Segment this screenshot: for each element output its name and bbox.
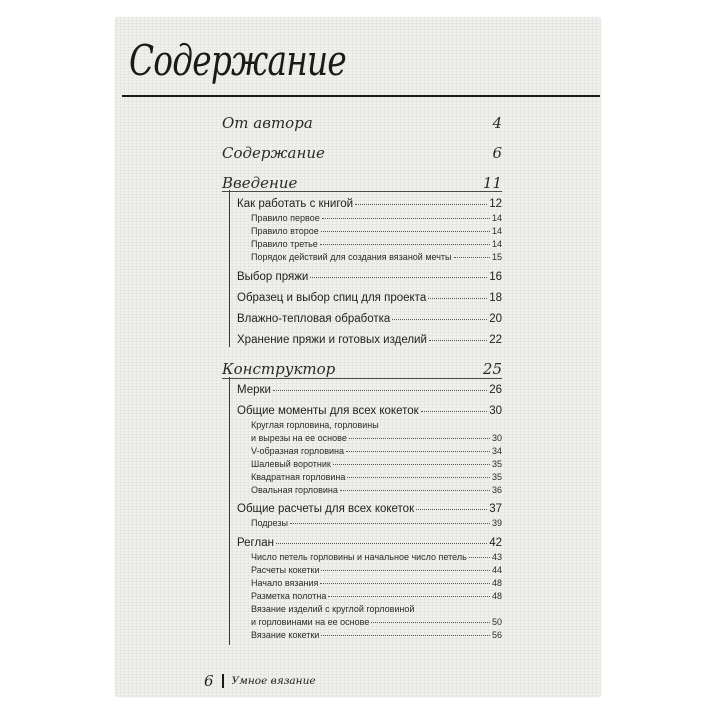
toc-entry-label: Хранение пряжи и готовых изделий: [237, 334, 427, 346]
toc-leader: [355, 204, 487, 205]
title-rule: [122, 95, 600, 97]
toc-entry-label: Влажно-тепловая обработка: [237, 313, 391, 325]
toc-entry-3[interactable]: [251, 459, 502, 469]
toc-entry-3[interactable]: [251, 518, 502, 528]
toc-leader: [290, 523, 490, 524]
toc-entry-2[interactable]: [237, 405, 502, 417]
toc-entry-label: Как работать с книгой: [237, 198, 354, 210]
toc-entry-label: Правило третье: [251, 239, 318, 249]
toc-leader: [421, 411, 488, 412]
toc-entry-page: 30: [489, 405, 502, 417]
toc-entry-label: Вязание изделий с круглой горловиной: [251, 604, 415, 614]
toc-entry-label: Общие расчеты для всех кокеток: [237, 503, 415, 515]
toc-leader: [320, 583, 490, 584]
toc-leader: [428, 298, 487, 299]
toc-entry-3[interactable]: [251, 420, 502, 430]
toc-entry-page: 14: [491, 239, 502, 249]
toc-entry-label: Подрезы: [251, 518, 288, 528]
toc-entry-3[interactable]: [251, 552, 502, 562]
toc-entry-page: 16: [489, 271, 502, 283]
toc-leader: [392, 319, 487, 320]
toc-entry-label: Мерки: [237, 384, 271, 396]
toc-entry-page: 44: [491, 565, 502, 575]
toc-leader: [340, 490, 490, 491]
toc-entry-label: Общие моменты для всех кокеток: [237, 405, 419, 417]
toc-entry-label: Расчеты кокетки: [251, 565, 320, 575]
toc-entry-label: Круглая горловина, горловины: [251, 420, 379, 430]
toc-leader: [347, 477, 490, 478]
toc-leader: [321, 570, 490, 571]
toc-entry-2[interactable]: [237, 271, 502, 283]
toc-entry-label: Начало вязания: [251, 578, 319, 588]
toc-entry-2[interactable]: [237, 198, 502, 210]
toc-leader: [322, 218, 490, 219]
toc-leader: [321, 231, 490, 232]
toc-entry-label: Правило второе: [251, 226, 319, 236]
toc-leader: [371, 622, 490, 623]
toc-entry-label: От автора: [222, 114, 313, 132]
toc-entry-3[interactable]: [251, 472, 502, 482]
constructor-heading-rule: [222, 378, 502, 379]
toc-entry-page: 12: [489, 198, 502, 210]
toc-entry-3[interactable]: [251, 578, 502, 588]
toc-leader: [469, 557, 490, 558]
toc-entry-2[interactable]: [237, 292, 502, 304]
toc-entry-label: Квадратная горловина: [251, 472, 346, 482]
toc-entry-page: 4: [492, 114, 502, 132]
toc-entry-page: 30: [491, 433, 502, 443]
toc-entry-page: 15: [491, 252, 502, 262]
toc-entry-3[interactable]: [251, 433, 502, 443]
toc-leader: [276, 543, 487, 544]
toc-entry-label: Вязание кокетки: [251, 630, 320, 640]
toc-entry-2[interactable]: [237, 537, 502, 549]
introduction-section-rule: [229, 190, 230, 347]
toc-entry-page: 35: [491, 472, 502, 482]
toc-leader: [429, 340, 487, 341]
toc-entry-label: Шалевый воротник: [251, 459, 331, 469]
toc-entry-page: 11: [482, 174, 502, 192]
toc-entry-3[interactable]: [251, 485, 502, 495]
toc-entry-page: 35: [491, 459, 502, 469]
toc-entry-3[interactable]: [251, 591, 502, 601]
toc-entry-page: 36: [491, 485, 502, 495]
toc-leader: [454, 257, 490, 258]
toc-entry-page: 25: [482, 360, 502, 378]
toc-entry-label: Содержание: [222, 144, 325, 162]
page-footer: [204, 672, 316, 690]
toc-entry-label: Число петель горловины и начальное число петель: [251, 552, 467, 562]
toc-leader: [310, 277, 487, 278]
toc-entry-2[interactable]: [237, 384, 502, 396]
toc-entry-label: Введение: [222, 174, 298, 192]
footer-book-title: Умное вязание: [231, 675, 316, 687]
toc-entry-label: и горловинами на ее основе: [251, 617, 370, 627]
toc-leader: [416, 509, 487, 510]
toc-entry-2[interactable]: [237, 334, 502, 346]
toc-entry-page: 42: [489, 537, 502, 549]
toc-entry-3[interactable]: [251, 213, 502, 223]
toc-entry-label: Образец и выбор спиц для проекта: [237, 292, 427, 304]
toc-entry-page: 37: [489, 503, 502, 515]
toc-entry-page: 48: [491, 591, 502, 601]
toc-leader: [328, 596, 490, 597]
toc-entry-label: V-образная горловина: [251, 446, 344, 456]
toc-entry-page: 14: [491, 226, 502, 236]
constructor-section-rule: [229, 377, 230, 645]
toc-leader: [320, 244, 490, 245]
toc-entry-page: 43: [491, 552, 502, 562]
toc-entry-page: 22: [489, 334, 502, 346]
toc-entry-label: Порядок действий для создания вязаной мечты: [251, 252, 452, 262]
toc-entry-page: 20: [489, 313, 502, 325]
footer-divider: [222, 674, 224, 688]
toc-entry-label: Разметка полотна: [251, 591, 327, 601]
toc-entry-2[interactable]: [237, 313, 502, 325]
toc-entry-3[interactable]: [251, 252, 502, 262]
toc-entry-3[interactable]: [251, 617, 502, 627]
toc-entry-label: и вырезы на ее основе: [251, 433, 347, 443]
toc-entry-page: 14: [491, 213, 502, 223]
page-title: Содержание: [129, 36, 346, 85]
toc-entry-3[interactable]: [251, 565, 502, 575]
toc-entry-label: Выбор пряжи: [237, 271, 309, 283]
toc-leader: [273, 390, 487, 391]
toc-entry-label: Реглан: [237, 537, 274, 549]
toc-leader: [333, 464, 490, 465]
toc-entry-1[interactable]: [222, 114, 502, 132]
toc-entry-label: Овальная горловина: [251, 485, 338, 495]
toc-entry-1[interactable]: [222, 360, 502, 378]
toc-entry-3[interactable]: [251, 604, 502, 614]
toc-entry-page: 26: [489, 384, 502, 396]
toc-entry-3[interactable]: [251, 226, 502, 236]
toc-entry-page: 50: [491, 617, 502, 627]
toc-entry-page: 34: [491, 446, 502, 456]
footer-page-number: 6: [204, 672, 214, 690]
toc-entry-page: 39: [491, 518, 502, 528]
toc-entry-2[interactable]: [237, 503, 502, 515]
toc-entry-page: 18: [489, 292, 502, 304]
toc-entry-label: Конструктор: [222, 360, 336, 378]
toc-entry-page: 6: [492, 144, 502, 162]
toc-entry-page: 56: [491, 630, 502, 640]
toc-leader: [346, 451, 490, 452]
toc-leader: [321, 635, 490, 636]
toc-entry-1[interactable]: [222, 174, 502, 192]
toc-entry-label: Правило первое: [251, 213, 320, 223]
toc-entry-3[interactable]: [251, 239, 502, 249]
toc-entry-3[interactable]: [251, 630, 502, 640]
toc-entry-page: 48: [491, 578, 502, 588]
toc-entry-1[interactable]: [222, 144, 502, 162]
toc-entry-3[interactable]: [251, 446, 502, 456]
toc-leader: [349, 438, 490, 439]
